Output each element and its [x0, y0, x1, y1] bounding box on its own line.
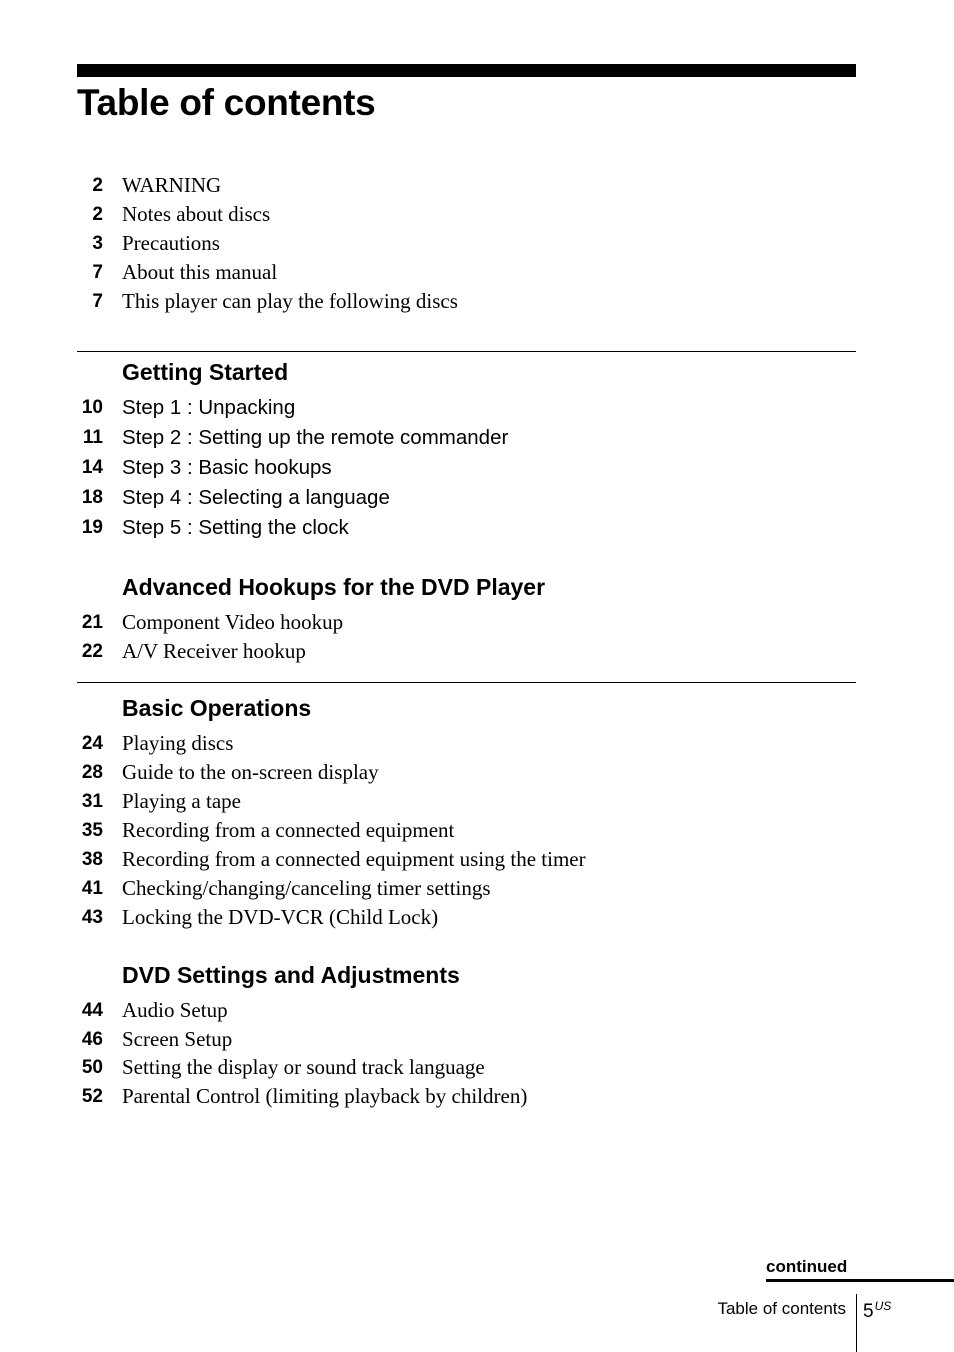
- toc-entry[interactable]: [0, 513, 954, 543]
- toc-entry[interactable]: [0, 287, 954, 316]
- toc-list-dvd-settings: [0, 996, 954, 1110]
- section-heading-advanced-hookups: Advanced Hookups for the DVD Player: [122, 574, 546, 600]
- toc-entry-title: Step 1 : Unpacking: [122, 396, 296, 419]
- toc-entry[interactable]: [0, 608, 954, 637]
- toc-intro-list: [0, 171, 954, 316]
- toc-entry-title: This player can play the following discs: [122, 289, 458, 313]
- toc-entry-title: Step 4 : Selecting a language: [122, 486, 390, 509]
- toc-page-number: 44: [81, 1000, 103, 1021]
- toc-entry-title: Step 2 : Setting up the remote commander: [122, 426, 509, 449]
- toc-entry-title: Checking/changing/canceling timer settings: [122, 876, 491, 900]
- toc-list-getting-started: [0, 393, 954, 543]
- toc-entry[interactable]: [0, 453, 954, 483]
- section-divider: [77, 351, 856, 352]
- toc-page-number: 7: [92, 291, 103, 312]
- toc-page-number: 3: [92, 233, 103, 254]
- toc-entry[interactable]: [0, 393, 954, 423]
- toc-entry[interactable]: [0, 729, 954, 758]
- continued-rule: [766, 1279, 954, 1282]
- section-heading-basic-operations: Basic Operations: [122, 695, 312, 721]
- toc-page-number: 52: [81, 1085, 103, 1107]
- toc-entry-title: Locking the DVD-VCR (Child Lock): [122, 905, 439, 929]
- toc-page-number: 24: [81, 733, 103, 754]
- toc-entry-title: Recording from a connected equipment using the timer: [122, 847, 586, 871]
- toc-page-number: 35: [81, 820, 103, 841]
- toc-entry-title: Guide to the on-screen display: [122, 760, 379, 784]
- toc-page-number: 28: [81, 762, 103, 783]
- toc-entry-title: WARNING: [122, 173, 222, 197]
- toc-entry[interactable]: [0, 171, 954, 200]
- toc-page-number: 31: [81, 791, 103, 812]
- toc-page-number: 2: [92, 204, 103, 225]
- toc-entry[interactable]: [0, 258, 954, 287]
- section-heading-getting-started: Getting Started: [122, 359, 289, 385]
- toc-entry-title: Recording from a connected equipment: [122, 818, 455, 842]
- toc-page-number: 11: [82, 427, 103, 448]
- toc-entry[interactable]: [0, 845, 954, 874]
- toc-page-number: 41: [81, 878, 103, 899]
- footer-page-number: [863, 1293, 891, 1325]
- toc-entry[interactable]: [0, 229, 954, 258]
- title-bar-rule: [77, 64, 856, 77]
- toc-list-advanced-hookups: [0, 608, 954, 665]
- footer-section-name: Table of contents: [717, 1299, 846, 1318]
- toc-page-number: 46: [81, 1028, 103, 1050]
- toc-page-number: 19: [81, 517, 103, 538]
- section-divider: [77, 682, 856, 683]
- toc-page-number: 10: [81, 397, 103, 418]
- toc-entry-title: Audio Setup: [122, 998, 228, 1022]
- toc-entry[interactable]: [0, 816, 954, 845]
- toc-entry-title: Component Video hookup: [122, 610, 344, 634]
- toc-entry-title: Step 5 : Setting the clock: [122, 516, 349, 539]
- toc-entry-title: About this manual: [122, 260, 278, 284]
- toc-entry-title: Screen Setup: [122, 1026, 233, 1051]
- toc-entry-title: Notes about discs: [122, 202, 271, 226]
- page-number: 5: [863, 1301, 874, 1322]
- toc-entry[interactable]: [0, 1082, 954, 1111]
- toc-page-number: 50: [81, 1057, 103, 1078]
- toc-page-number: 38: [81, 849, 103, 870]
- page-title: Table of contents: [77, 82, 376, 123]
- toc-entry-title: Step 3 : Basic hookups: [122, 456, 332, 479]
- section-heading-dvd-settings: DVD Settings and Adjustments: [122, 962, 460, 988]
- toc-page-number: 22: [81, 640, 103, 662]
- continued-label: continued: [766, 1257, 848, 1276]
- toc-page-number: 14: [81, 457, 103, 478]
- toc-entry[interactable]: [0, 423, 954, 453]
- page-suffix: US: [874, 1299, 892, 1313]
- toc-entry[interactable]: [0, 483, 954, 513]
- toc-entry[interactable]: [0, 903, 954, 932]
- toc-entry-title: Precautions: [122, 231, 220, 255]
- toc-page-number: 7: [92, 262, 103, 283]
- toc-entry[interactable]: [0, 874, 954, 903]
- footer-divider: [856, 1294, 857, 1352]
- toc-page-number: 43: [81, 907, 103, 928]
- toc-entry[interactable]: [0, 787, 954, 816]
- toc-page-number: 2: [92, 175, 103, 196]
- toc-entry-title: Setting the display or sound track language: [122, 1055, 485, 1079]
- toc-entry-title: Parental Control (limiting playback by children): [122, 1083, 528, 1108]
- toc-entry[interactable]: [0, 758, 954, 787]
- toc-entry[interactable]: [0, 996, 954, 1025]
- toc-entry[interactable]: [0, 200, 954, 229]
- toc-entry[interactable]: [0, 1025, 954, 1054]
- toc-entry-title: Playing a tape: [122, 789, 241, 813]
- toc-entry-title: A/V Receiver hookup: [122, 638, 306, 663]
- toc-entry[interactable]: [0, 637, 954, 666]
- toc-entry-title: Playing discs: [122, 731, 234, 755]
- toc-page-number: 18: [81, 487, 103, 508]
- toc-entry[interactable]: [0, 1053, 954, 1082]
- toc-page-number: 21: [81, 612, 103, 633]
- toc-list-basic-operations: [0, 729, 954, 932]
